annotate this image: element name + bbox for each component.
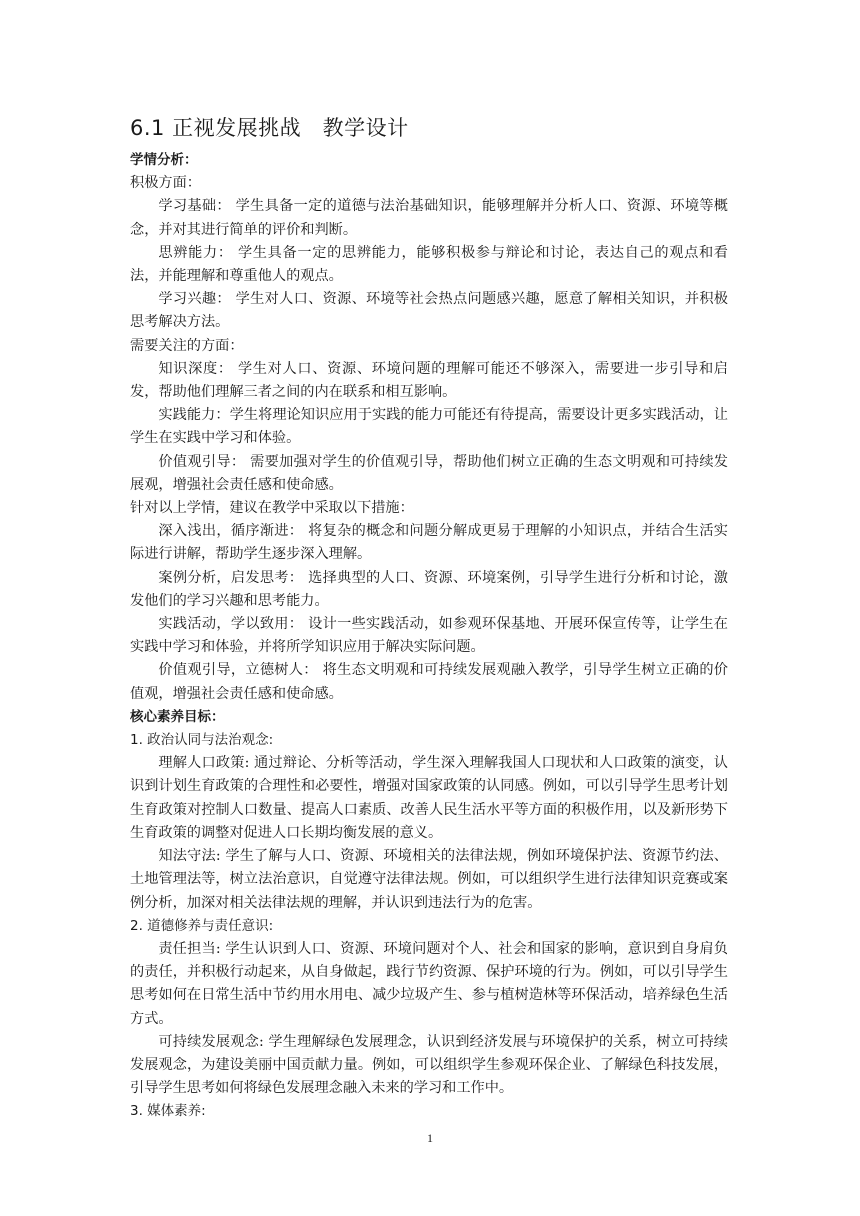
paragraph: 价值观引导： 需要加强对学生的价值观引导，帮助他们树立正确的生态文明观和可持续发展观，增强社会责任感和使命感。 xyxy=(130,453,728,493)
numbered-heading: 3. 媒体素养: xyxy=(130,1103,206,1120)
paragraph: 学习兴趣： 学生对人口、资源、环境等社会热点问题感兴趣，愿意了解相关知识，并积极思考解决方法。 xyxy=(130,291,728,331)
paragraph: 理解人口政策: 通过辩论、分析等活动，学生深入理解我国人口现状和人口政策的演变，认识到计划生育政策的合理性和必要性，增强对国家政策的认同感。例如，可以引导学生思考计划生育政策对控制人口数量、提高人口素质、改善人民生活水平等方面的积极作用，以及新形势下生育政策的调整对促进人口长期均衡发展的意义。 xyxy=(130,755,728,841)
section-heading: 学情分析： xyxy=(130,152,198,168)
section-heading: 核心素养目标： xyxy=(130,708,225,725)
paragraph: 价值观引导，立德树人： 将生态文明观和可持续发展观融入教学，引导学生树立正确的价值观，增强社会责任感和使命感。 xyxy=(130,662,728,702)
paragraph: 知法守法: 学生了解与人口、资源、环境相关的法律法规，例如环境保护法、资源节约法、土地管理法等，树立法治意识，自觉遵守法律法规。例如，可以组织学生进行法律知识竞赛或案例分析，加深对相关法律法规的理解，并认识到违法行为的危害。 xyxy=(130,848,728,911)
paragraph: 学习基础： 学生具备一定的道德与法治基础知识，能够理解并分析人口、资源、环境等概念，并对其进行简单的评价和判断。 xyxy=(130,198,728,238)
paragraph: 实践活动，学以致用： 设计一些实践活动，如参观环保基地、开展环保宣传等，让学生在实践中学习和体验，并将所学知识应用于解决实际问题。 xyxy=(130,616,728,656)
paragraph: 需要关注的方面： xyxy=(130,337,244,354)
paragraph: 实践能力：学生将理论知识应用于实践的能力可能还有待提高，需要设计更多实践活动，让学生在实践中学习和体验。 xyxy=(130,407,728,447)
paragraph: 积极方面： xyxy=(130,175,201,192)
paragraph: 针对以上学情，建议在教学中采取以下措施： xyxy=(130,500,414,517)
paragraph: 思辨能力： 学生具备一定的思辨能力，能够积极参与辩论和讨论，表达自己的观点和看法，并能理解和尊重他人的观点。 xyxy=(130,244,728,285)
paragraph: 知识深度： 学生对人口、资源、环境问题的理解可能还不够深入，需要进一步引导和启发，帮助他们理解三者之间的内在联系和相互影响。 xyxy=(130,360,728,401)
paragraph: 案例分析，启发思考： 选择典型的人口、资源、环境案例，引导学生进行分析和讨论，激发他们的学习兴趣和思考能力。 xyxy=(130,569,728,609)
paragraph: 责任担当: 学生认识到人口、资源、环境问题对个人、社会和国家的影响，意识到自身肩负的责任，并积极行动起来，从自身做起，践行节约资源、保护环境的行为。例如，可以引导学生思考如何在日常生活中节约用水用电、减少垃圾产生、参与植树造林等环保活动，培养绿色生活方式。 xyxy=(130,940,728,1027)
numbered-heading: 1. 政治认同与法治观念: xyxy=(130,732,274,749)
paragraph: 深入浅出，循序渐进： 将复杂的概念和问题分解成更易于理解的小知识点，并结合生活实际进行讲解，帮助学生逐步深入理解。 xyxy=(130,523,728,563)
numbered-heading: 2. 道德修养与责任意识: xyxy=(130,917,274,934)
page-number: 1 xyxy=(427,1131,433,1145)
paragraph: 可持续发展观念: 学生理解绿色发展理念，认识到经济发展与环境保护的关系，树立可持续发展观念，为建设美丽中国贡献力量。例如，可以组织学生参观环保企业、了解绿色科技发展，引导学生思考如何将绿色发展理念融入未来的学习和工作中。 xyxy=(130,1033,728,1097)
page-title: 6.1 正视发展挑战 教学设计 xyxy=(130,116,409,140)
document-body xyxy=(130,149,728,1124)
